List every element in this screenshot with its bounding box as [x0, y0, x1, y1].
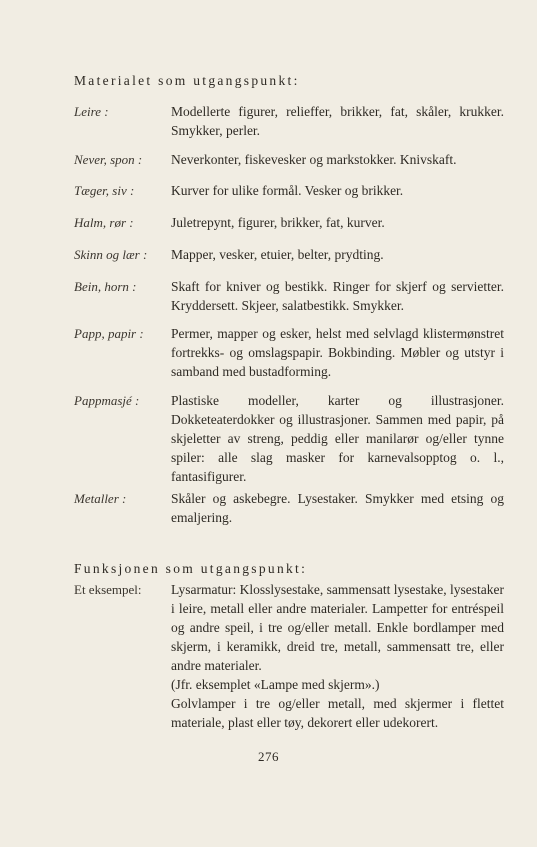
entry-text: Skåler og askebegre. Lysestaker. Smykker med etsing og emaljering.	[171, 491, 504, 525]
entry-term: Metaller :	[74, 491, 127, 506]
entry-text: Skaft for kniver og bestikk. Ringer for skjerf og servietter. Kryddersett. Skjeer, salatbestikk. Smykker.	[171, 279, 504, 313]
entry-text: Neverkonter, fiskevesker og markstokker. Knivskaft.	[171, 152, 457, 167]
entry-term: Leire :	[74, 104, 109, 119]
section-heading-materials: Materialet som utgangspunkt:	[74, 73, 300, 88]
entry-term: Tæger, siv :	[74, 183, 135, 198]
entry-text: Permer, mapper og esker, helst med selvlagd klistermønstret fortrekks- og omslagspapir. Bokbinding. Møbler og utstyr i samband med bustadforming.	[171, 326, 504, 379]
example-text	[171, 580, 504, 732]
entry-term: Halm, rør :	[74, 215, 134, 230]
example-reference: (Jfr. eksemplet «Lampe med skjerm».)	[171, 677, 380, 692]
entry-term: Pappmasjé :	[74, 393, 140, 408]
entry-term: Skinn og lær :	[74, 247, 148, 262]
entry-text: Juletrepynt, figurer, brikker, fat, kurver.	[171, 215, 385, 230]
example-paragraph: Golvlamper i tre og/eller metall, med skjermer i flettet materiale, plast eller tøy, dekorert eller udekorert.	[171, 696, 504, 730]
entry-text: Mapper, vesker, etuier, belter, prydting.	[171, 247, 384, 262]
entry-text: Plastiske modeller, karter og illustrasjoner. Dokketeaterdokker og illustrasjoner. Sammen med papir, på skjeletter av streng, peddig eller manilarør og/eller tynne spiler: alle slag masker for karnevalsopptog o. l., fantasifigurer.	[171, 393, 504, 484]
entry-text: Modellerte figurer, relieffer, brikker, fat, skåler, krukker. Smykker, perler.	[171, 104, 504, 138]
section-heading-function: Funksjonen som utgangspunkt:	[74, 561, 308, 576]
entry-term: Bein, horn :	[74, 279, 137, 294]
page-number: 276	[258, 749, 279, 764]
entry-text: Kurver for ulike formål. Vesker og brikker.	[171, 183, 404, 198]
example-label: Et eksempel:	[74, 582, 142, 597]
entry-term: Never, spon :	[74, 152, 143, 167]
example-paragraph: Lysarmatur: Klosslysestake, sammensatt lysestake, lysestaker i leire, metall eller andre materialer. Lampetter for entréspeil og andre speil, i tre og/eller metall. Enkle bordlamper med skjerm, i keramikk, dreid tre, metall, sammensatt tre, eller andre materialer.	[171, 582, 504, 673]
entry-term: Papp, papir :	[74, 326, 144, 341]
